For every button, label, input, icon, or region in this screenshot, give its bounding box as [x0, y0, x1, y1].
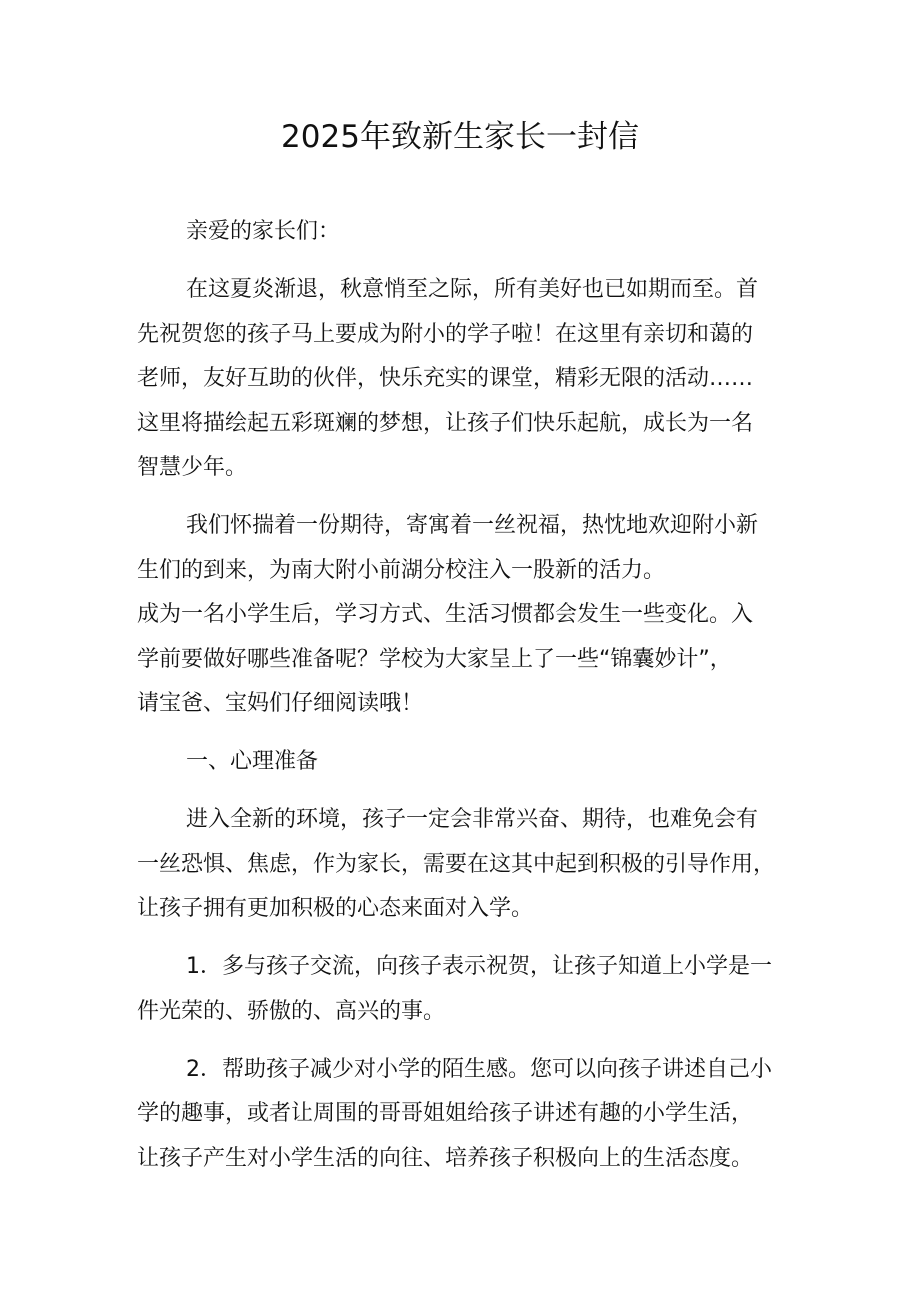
paragraph-line: 2．帮助孩子减少对小学的陌生感。您可以向孩子讲述自己小	[186, 1056, 772, 1082]
letter-body	[137, 210, 797, 1195]
section-heading	[137, 740, 797, 785]
paragraph-line: 亲爱的家长们：	[186, 219, 341, 244]
paragraph-line: 让孩子产生对小学生活的向往、培养孩子积极向上的生活态度。	[137, 1145, 754, 1171]
salutation-paragraph	[137, 210, 797, 255]
list-item-1	[137, 945, 797, 1034]
paragraph-line: 先祝贺您的孩子马上要成为附小的学子啦！在这里有亲切和蔼的	[137, 321, 754, 347]
paragraph-line: 件光荣的、骄傲的、高兴的事。	[137, 998, 446, 1024]
section-heading-text: 一、心理准备	[186, 749, 319, 774]
paragraph-line: 请宝爸、宝妈们仔细阅读哦！	[137, 691, 424, 716]
expectation-paragraph	[137, 504, 797, 593]
document-title: 2025年致新生家长一封信	[281, 119, 639, 155]
paragraph-line: 学前要做好哪些准备呢？学校为大家呈上了一些“锦囊妙计”，	[137, 646, 732, 672]
paragraph-line: 1．多与孩子交流，向孩子表示祝贺，让孩子知道上小学是一	[186, 954, 772, 979]
preparation-intro-paragraph	[137, 593, 797, 727]
paragraph-line: 生们的到来，为南大附小前湖分校注入一股新的活力。	[137, 557, 666, 583]
list-item-2	[137, 1048, 797, 1182]
paragraph-line: 我们怀揣着一份期待，寄寓着一丝祝福，热忱地欢迎附小新	[186, 513, 759, 538]
paragraph-line: 成为一名小学生后，学习方式、生活习惯都会发生一些变化。入	[137, 602, 754, 627]
paragraph-line: 让孩子拥有更加积极的心态来面对入学。	[137, 896, 534, 921]
paragraph-line: 老师，友好互助的伙伴，快乐充实的课堂，精彩无限的活动……	[137, 366, 754, 391]
paragraph-line: 进入全新的环境，孩子一定会非常兴奋、期待，也难免会有	[186, 807, 759, 832]
psychology-paragraph	[137, 798, 797, 932]
paragraph-line: 这里将描绘起五彩斑斓的梦想，让孩子们快乐起航，成长为一名	[137, 410, 754, 436]
welcome-paragraph	[137, 268, 797, 491]
paragraph-line: 一丝恐惧、焦虑，作为家长，需要在这其中起到积极的引导作用，	[137, 851, 776, 877]
paragraph-line: 智慧少年。	[137, 455, 248, 480]
paragraph-line: 学的趣事，或者让周围的哥哥姐姐给孩子讲述有趣的小学生活，	[137, 1101, 754, 1126]
paragraph-line: 在这夏炎渐退，秋意悄至之际，所有美好也已如期而至。首	[186, 277, 759, 302]
